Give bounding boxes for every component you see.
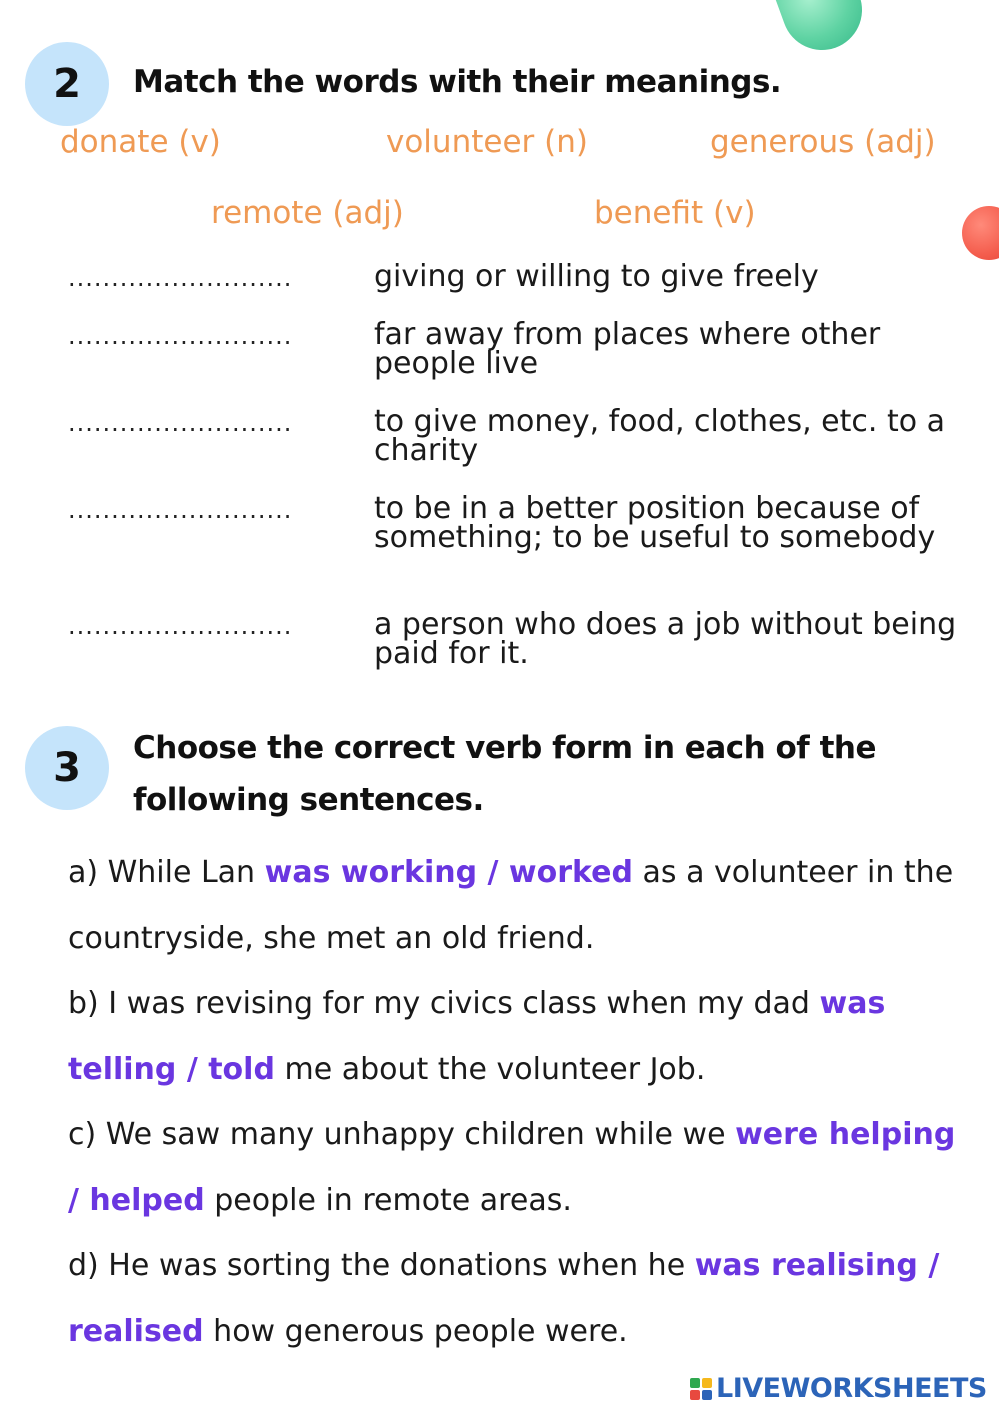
liveworksheets-logo[interactable]	[690, 1373, 987, 1404]
sentence-a-before: a) While Lan	[68, 855, 265, 890]
sentence-c-before: c) We saw many unhappy children while we	[68, 1117, 736, 1152]
sentence-b-options[interactable]: was telling / told	[68, 986, 886, 1087]
sentence-c-options[interactable]: were helping / helped	[68, 1117, 956, 1218]
sentence-a	[68, 840, 968, 971]
answer-blank-5[interactable]: ..........................	[68, 612, 293, 640]
answer-blank-2[interactable]: ..........................	[68, 322, 293, 350]
sentence-b-before: b) I was revising for my civics class when my dad	[68, 986, 820, 1021]
logo-mark-v	[690, 1390, 700, 1400]
sentence-d-after: how generous people were.	[203, 1313, 628, 1349]
sentence-d	[68, 1233, 968, 1364]
word-donate[interactable]: donate (v)	[60, 124, 221, 160]
decorative-green-shape	[771, 0, 874, 61]
sentence-c-after: people in remote areas.	[204, 1182, 572, 1218]
decorative-red-circle	[962, 206, 999, 260]
sentence-b-after: me about the volunteer Job.	[274, 1051, 706, 1087]
sentence-d-options[interactable]: was realising / realised	[68, 1248, 940, 1349]
meaning-4: to be in a better position because of something; to be useful to somebody	[374, 491, 936, 555]
meaning-2: far away from places where other people live	[374, 317, 881, 381]
word-volunteer[interactable]: volunteer (n)	[386, 124, 588, 160]
section-3-heading: Choose the correct verb form in each of the following sentences.	[133, 730, 876, 818]
logo-mark-i	[702, 1378, 712, 1388]
section-3-number: 3	[25, 726, 109, 810]
answer-blank-1[interactable]: ..........................	[68, 264, 293, 292]
logo-mark-e	[702, 1390, 712, 1400]
sentence-c	[68, 1102, 968, 1233]
meaning-1: giving or willing to give freely	[374, 259, 819, 294]
word-benefit[interactable]: benefit (v)	[594, 195, 756, 231]
sentence-b	[68, 971, 968, 1102]
sentence-a-options[interactable]: was working / worked	[264, 855, 634, 890]
meaning-3: to give money, food, clothes, etc. to a charity	[374, 404, 945, 468]
liveworksheets-logo-icon	[690, 1378, 712, 1400]
section-2-heading: Match the words with their meanings.	[133, 64, 782, 100]
sentence-d-before: d) He was sorting the donations when he	[68, 1248, 695, 1283]
liveworksheets-logo-text: LIVEWORKSHEETS	[716, 1373, 987, 1404]
answer-blank-3[interactable]: ..........................	[68, 409, 293, 437]
word-remote[interactable]: remote (adj)	[211, 195, 404, 231]
logo-mark-l	[690, 1378, 700, 1388]
sentence-a-after: as a volunteer in the countryside, she met an old friend.	[68, 855, 954, 956]
answer-blank-4[interactable]: ..........................	[68, 496, 293, 524]
meaning-5: a person who does a job without being paid for it.	[374, 607, 957, 671]
section-2-number: 2	[25, 42, 109, 126]
word-generous[interactable]: generous (adj)	[710, 124, 936, 160]
